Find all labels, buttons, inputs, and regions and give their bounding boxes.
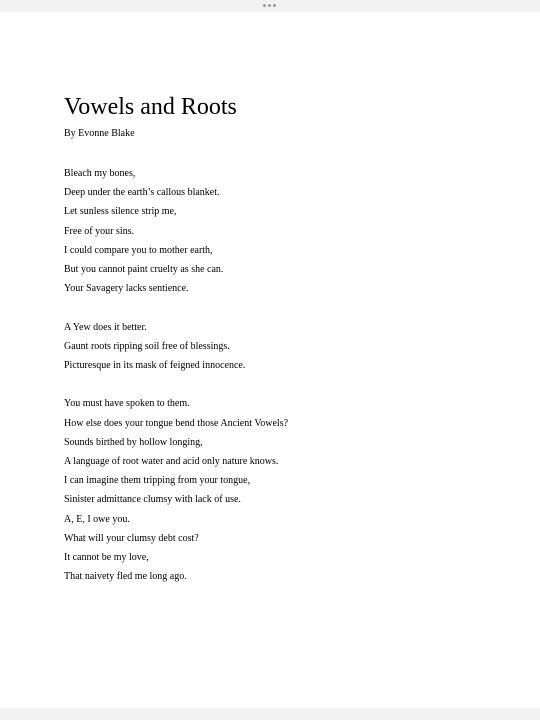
document-title: Vowels and Roots: [64, 94, 237, 120]
poem-line: Free of your sins.: [64, 225, 134, 237]
poem-line: But you cannot paint cruelty as she can.: [64, 264, 224, 276]
poem-line: What will your clumsy debt cost?: [64, 532, 199, 544]
poem-line: It cannot be my love,: [64, 552, 149, 564]
poem-line: How else does your tongue bend those Ancient Vowels?: [64, 417, 289, 429]
poem-line: Let sunless silence strip me,: [64, 206, 177, 218]
stanza-gap: [64, 298, 504, 317]
poem-line: A Yew does it better.: [64, 321, 147, 333]
stanza-gap: [64, 375, 504, 394]
dot: [263, 4, 266, 7]
poem-line: A, E, I owe you.: [64, 513, 130, 525]
poem-line: Gaunt roots ripping soil free of blessings.: [64, 340, 230, 352]
stanza-1: [64, 164, 504, 298]
poem-line: You must have spoken to them.: [64, 398, 190, 410]
poem-line: I could compare you to mother earth,: [64, 244, 213, 256]
stanza-2: [64, 318, 504, 376]
poem-line: Sounds birthed by hollow longing,: [64, 436, 203, 448]
poem-line: Sinister admittance clumsy with lack of use.: [64, 494, 241, 506]
stanza-3: [64, 394, 504, 586]
poem-line: Your Savagery lacks sentience.: [64, 283, 189, 295]
poem-line: A language of root water and acid only nature knows.: [64, 456, 279, 468]
dot: [268, 4, 271, 7]
poem-line: That naivety fled me long ago.: [64, 571, 187, 583]
poem-line: Bleach my bones,: [64, 168, 136, 179]
poem-line: I can imagine them tripping from your tongue,: [64, 475, 251, 487]
document-page: [0, 12, 540, 708]
poem-line: Picturesque in its mask of feigned innocence.: [64, 360, 246, 372]
poem-line: Deep under the earth’s callous blanket.: [64, 187, 220, 199]
bottom-bar: [0, 708, 540, 720]
poem-body: [64, 164, 504, 586]
dot: [273, 4, 276, 7]
top-bar: [0, 0, 540, 12]
document-author: By Evonne Blake: [64, 128, 135, 139]
more-options-icon[interactable]: [263, 4, 276, 7]
